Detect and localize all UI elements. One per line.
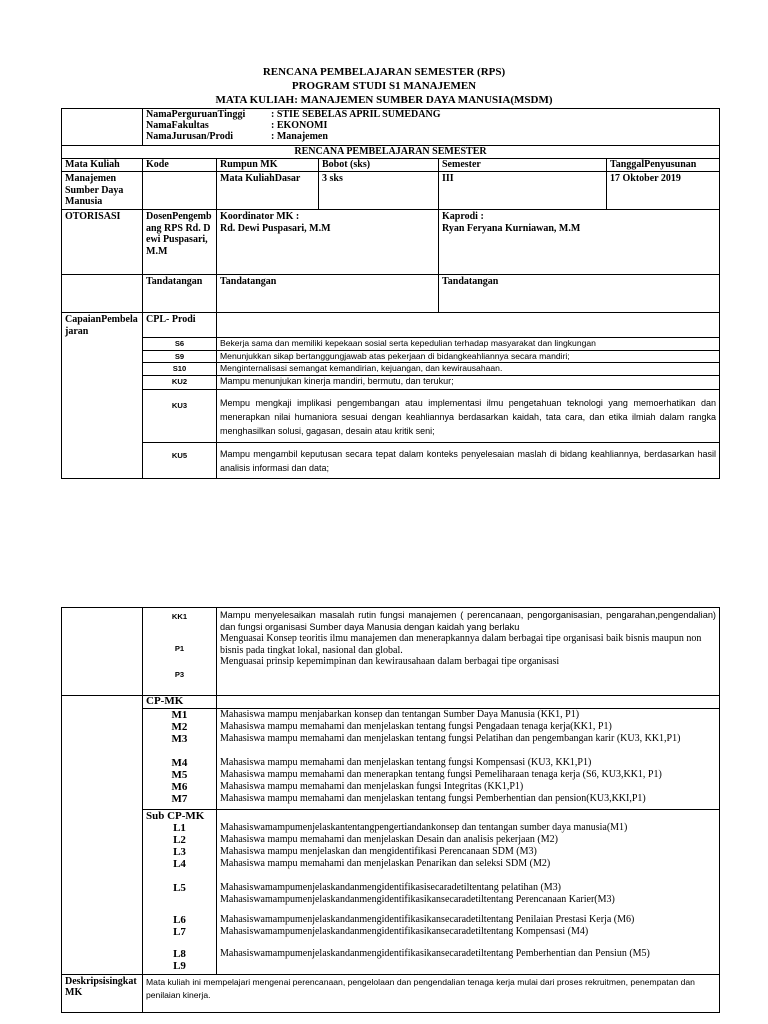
subcpmk-label-spacer <box>220 810 716 822</box>
kaprodi-name: Ryan Feryana Kurniawan, M.M <box>442 222 581 234</box>
jurusan-label: NamaJurusan/Prodi <box>146 131 234 142</box>
cpmk-text: Mahasiswa mampu memahami dan menjelaskan tentang fungsi Pemberhentian dan pension(KU3,KKI,P1) <box>220 792 646 804</box>
cpmk-text: Mahasiswa mampu memahami dan menerapkan tentang fungsi Pemeliharaan tenaga kerja (S6, KU3,KK1, P1) <box>220 768 662 780</box>
cpmk-codes <box>143 708 217 809</box>
header-tanggal: TanggalPenyusunan <box>607 159 720 172</box>
subcpmk-code: L1 <box>173 821 186 834</box>
kk-codes <box>143 608 217 696</box>
subcpmk-text: Mahasiswamampumenjelaskantentangpengertiandankonsep dan tentangan sumber daya manusia(M1) <box>220 821 628 833</box>
koordinator-cell <box>217 210 439 275</box>
cpl-label: CPL- Prodi <box>143 313 217 338</box>
cpl-text: Menunjukkan sikap bertanggungjawab atas pekerjaan di bidangkeahliannya secara mandiri; <box>217 350 720 363</box>
pt-label: NamaPerguruanTinggi <box>146 109 246 120</box>
header-matkul: Mata Kuliah <box>62 159 143 172</box>
cpmk-code: M1 <box>171 708 188 721</box>
cpl-code: KU2 <box>143 375 217 389</box>
cpmk-code: M5 <box>171 768 188 781</box>
subcpmk-text: Mahasiswa mampu memahami dan menjelaskan Penarikan dan seleksi SDM (M2) <box>220 857 551 869</box>
kk-code: KK1 <box>171 612 188 621</box>
kk1-text: Mampu menyelesaikan masalah rutin fungsi manajemen ( perencanaan, pengorganisasian, pengarahan,pengendalian) dan fungsi organisasi Sumber daya Manusia dengan kaidah yang berlaku <box>220 610 716 632</box>
kaprodi-label: Kaprodi : <box>442 211 484 222</box>
cpl-code: KU3 <box>143 389 217 442</box>
course-tanggal: 17 Oktober 2019 <box>607 172 720 210</box>
institution-empty-cell <box>62 109 143 146</box>
kk-texts <box>217 608 720 696</box>
cpmk-label: CP-MK <box>143 696 217 709</box>
cpl-empty-cell <box>217 313 720 338</box>
cpmk-code: M3 <box>171 732 188 745</box>
cpmk-empty-cell <box>62 696 143 975</box>
cpmk-code: M2 <box>171 720 188 733</box>
koordinator-label: Koordinator MK : <box>220 211 300 222</box>
subcpmk-code: L6 <box>173 913 186 926</box>
subcpmk-text: Mahasiswamampumenjelaskandanmengidentifikasisecaradetiltentang pelatihan (M3) <box>220 881 561 893</box>
koordinator-name: Rd. Dewi Puspasari, M.M <box>220 222 331 234</box>
subcpmk-text: Mahasiswa mampu menjelaskan dan mengidentifikasi Perencanaan SDM (M3) <box>220 845 537 857</box>
cpl-text: Mampu menunjukan kinerja mandiri, bermutu, dan terukur; <box>217 375 720 389</box>
course-rumpun: Mata KuliahDasar <box>217 172 319 210</box>
subcpmk-code: L5 <box>173 881 186 894</box>
kk-code: P1 <box>174 644 185 653</box>
cpmk-text: Mahasiswa mampu menjabarkan konsep dan tentangan Sumber Daya Manusia (KK1, P1) <box>220 708 580 720</box>
subcpmk-text: Mahasiswamampumenjelaskandanmengidentifikasikansecaradetiltentang Penilaian Prestasi Kerja (M6) <box>220 913 635 925</box>
cpl-code: S6 <box>143 338 217 351</box>
subcpmk-text: Mahasiswamampumenjelaskandanmengidentifikasikansecaradetiltentang Kompensasi (M4) <box>220 925 589 937</box>
cpl-text: Menginternalisasi semangat kemandirian, kejuangan, dan kewirausahaan. <box>217 363 720 376</box>
cpmk-code: M6 <box>171 780 188 793</box>
course-bobot: 3 sks <box>319 172 439 210</box>
deskripsi-text: Mata kuliah ini mempelajari mengenai perencanaan, pengelolaan dan pengendalian tenaga kerja mulai dari proses rekruitmen, penempatan dan penilaian kinerja. <box>143 974 720 1012</box>
cpl-text: Bekerja sama dan memiliki kepekaan sosial serta kepedulian terhadap masyarakat dan lingkungan <box>217 338 720 351</box>
capaian-label: CapaianPembelajaran <box>62 313 143 479</box>
cpmk-text: Mahasiswa mampu memahami dan menjelaskan fungsi Integritas (KK1,P1) <box>220 780 524 792</box>
doc-title-rps: RENCANA PEMBELAJARAN SEMESTER (RPS) <box>262 66 506 78</box>
cpl-text: Mempu mengkaji implikasi pengembangan atau implementasi ilmu pengetahuan teknologi yang memoerhatikan dan menerapkan nilai humaniora sesuai dengan keahliannya berdasarkan kaidah, tata cara, dan etika ilmiah dalam rangka menghasilkan solusi, gagasan, desain atau kritik seni; <box>217 389 720 442</box>
cpmk-code: M7 <box>171 792 188 805</box>
signature-koordinator: Tandatangan <box>217 275 439 313</box>
fakultas-value: : EKONOMI <box>271 120 328 131</box>
kaprodi-cell <box>439 210 720 275</box>
subcpmk-text: Mahasiswamampumenjelaskandanmengidentifikasikansecaradetiltentang Perencanaan Karier(M3) <box>220 893 615 905</box>
fakultas-label: NamaFakultas <box>146 120 209 131</box>
subcpmk-label: Sub CP-MK <box>146 809 205 822</box>
subcpmk-code: L7 <box>173 925 186 938</box>
header-kode: Kode <box>143 159 217 172</box>
ttd-empty-cell <box>62 275 143 313</box>
p1-text: Menguasai Konsep teoritis ilmu manajemen dan menerapkannya dalam berbagai tipe organisasi baik bisnis maupun non bisnis pada tingkat lokal, nasional dan global. <box>220 633 702 656</box>
doc-title-matkul: MATA KULIAH: MANAJEMEN SUMBER DAYA MANUSIA(MSDM) <box>215 94 553 106</box>
signature-kaprodi: Tandatangan <box>439 275 720 313</box>
cpl-code: S9 <box>143 350 217 363</box>
cpmk-text: Mahasiswa mampu memahami dan menjelaskan tentang fungsi Kompensasi (KU3, KK1,P1) <box>220 756 592 768</box>
cpmk-code: M4 <box>171 756 188 769</box>
pt-value: : STIE SEBELAS APRIL SUMEDANG <box>271 109 441 120</box>
deskripsi-label: Deskripsisingkat MK <box>62 974 143 1012</box>
course-name: Manajemen Sumber Daya Manusia <box>62 172 143 210</box>
rps-table-page2 <box>61 607 720 1013</box>
dosen-pengembang: DosenPengembang RPS Rd. Dewi Puspasari, M.M <box>143 210 217 275</box>
cpmk-text: Mahasiswa mampu memahami dan menjelaskan tentang fungsi Pelatihan dan pengembangan karir (KU3, KK1,P1) <box>220 732 681 744</box>
institution-info <box>143 109 720 146</box>
subcpmk-text: Mahasiswa mampu memahami dan menjelaskan Desain dan analisis pekerjaan (M2) <box>220 833 558 845</box>
header-semester: Semester <box>439 159 607 172</box>
subcpmk-code: L3 <box>173 845 186 858</box>
cpmk-texts <box>217 708 720 809</box>
cpl-code: KU5 <box>143 442 217 478</box>
subcpmk-code: L9 <box>173 959 186 972</box>
p3-text: Menguasai prinsip kepemimpinan dan kewirausahaan dalam berbagai tipe organisasi <box>220 656 560 667</box>
header-bobot: Bobot (sks) <box>319 159 439 172</box>
subcpmk-code: L2 <box>173 833 186 846</box>
rps-heading: RENCANA PEMBELAJARAN SEMESTER <box>62 146 720 159</box>
otorisasi-label: OTORISASI <box>62 210 143 275</box>
cpl-code: S10 <box>143 363 217 376</box>
cpmk-label-empty <box>217 696 720 709</box>
jurusan-value: : Manajemen <box>271 131 328 142</box>
cpl-text: Mampu mengambil keputusan secara tepat dalam konteks penyelesaian maslah di bidang keahliannya, berdasarkan hasil analisis informasi dan data; <box>217 442 720 478</box>
subcpmk-codes <box>143 809 217 974</box>
course-code <box>143 172 217 210</box>
subcpmk-texts <box>217 809 720 974</box>
course-semester: III <box>439 172 607 210</box>
header-rumpun: Rumpun MK <box>217 159 319 172</box>
doc-title-prodi: PROGRAM STUDI S1 MANAJEMEN <box>291 80 477 92</box>
kk-empty-cell <box>62 608 143 696</box>
signature-dosen: Tandatangan <box>143 275 217 313</box>
subcpmk-code: L4 <box>173 857 186 870</box>
cpmk-text: Mahasiswa mampu memahami dan menjelaskan tentang fungsi Pengadaan tenaga kerja(KK1, P1) <box>220 720 612 732</box>
subcpmk-code: L8 <box>173 947 186 960</box>
kk-code: P3 <box>174 670 185 679</box>
rps-table-page1 <box>61 108 720 479</box>
subcpmk-text: Mahasiswamampumenjelaskandanmengidentifikasikansecaradetiltentang Pemberhentian dan Pensiun (M5) <box>220 947 650 959</box>
